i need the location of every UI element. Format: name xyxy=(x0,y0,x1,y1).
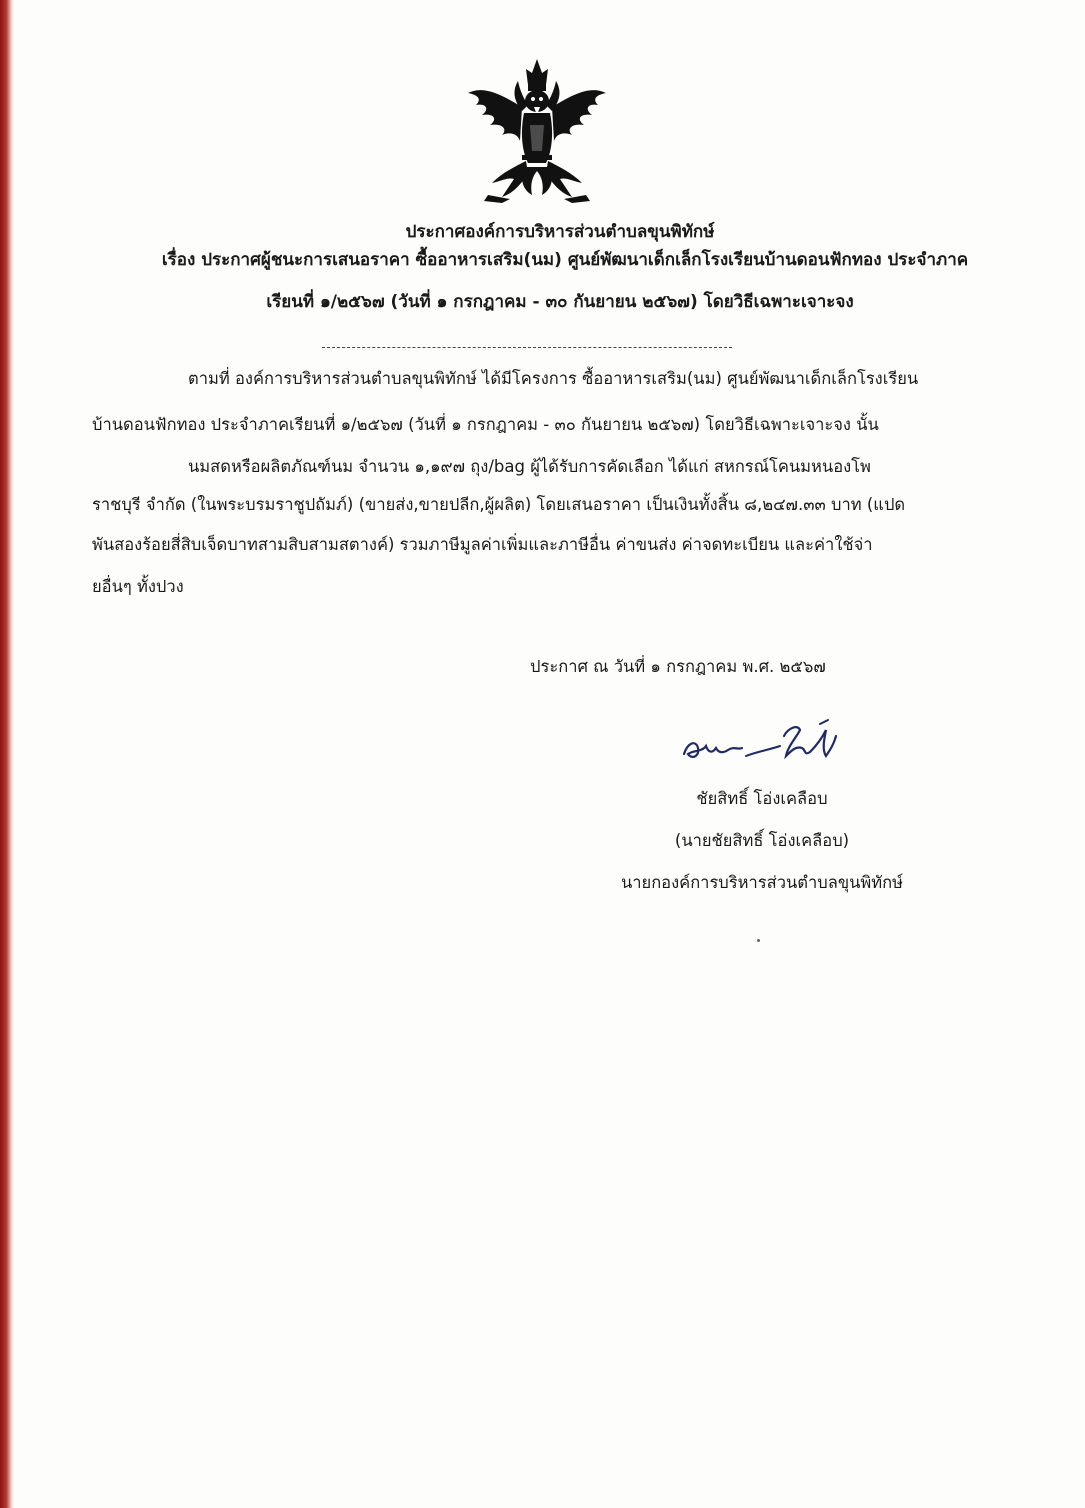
subject-line-1: เรื่อง ประกาศผู้ชนะการเสนอราคา ซื้ออาหารเสริม(นม) ศูนย์พัฒนาเด็กเล็กโรงเรียนบ้านดอนฟักทอง ประจำภาค xyxy=(161,250,969,270)
garuda-emblem-icon xyxy=(462,55,612,205)
body-line: ราชบุรี จำกัด (ในพระบรมราชูปถัมภ์) (ขายส่ง,ขายปลีก,ผู้ผลิต) โดยเสนอราคา เป็นเงินทั้งสิ้น ๘,๒๔๗.๓๓ บาท (แปด xyxy=(92,495,906,514)
signatory-full-name: (นายชัยสิทธิ์ โอ่งเคลือบ) xyxy=(674,831,850,850)
paper-speck xyxy=(757,939,760,942)
announcement-date: ประกาศ ณ วันที่ ๑ กรกฎาคม พ.ศ. ๒๕๖๗ xyxy=(530,657,826,676)
signatory-name: ชัยสิทธิ์ โอ่งเคลือบ xyxy=(696,789,828,808)
signatory-position: นายกองค์การบริหารส่วนตำบลขุนพิทักษ์ xyxy=(620,873,904,892)
handwritten-signature-icon xyxy=(676,716,846,771)
announcement-title: ประกาศองค์การบริหารส่วนตำบลขุนพิทักษ์ xyxy=(405,222,715,242)
body-line: ยอื่นๆ ทั้งปวง xyxy=(92,577,184,596)
title-divider xyxy=(322,347,732,348)
body-line: ตามที่ องค์การบริหารส่วนตำบลขุนพิทักษ์ ได้มีโครงการ ซื้ออาหารเสริม(นม) ศูนย์พัฒนาเด็กเล็กโรงเรียน xyxy=(188,369,919,388)
subject-line-2: เรียนที่ ๑/๒๕๖๗ (วันที่ ๑ กรกฎาคม - ๓๐ กันยายน ๒๕๖๗) โดยวิธีเฉพาะเจาะจง xyxy=(266,292,854,312)
body-line: พันสองร้อยสี่สิบเจ็ดบาทสามสิบสามสตางค์) รวมภาษีมูลค่าเพิ่มและภาษีอื่น ค่าขนส่ง ค่าจดทะเบียน และค่าใช้จ่า xyxy=(92,535,873,554)
body-line: บ้านดอนฟักทอง ประจำภาคเรียนที่ ๑/๒๕๖๗ (วันที่ ๑ กรกฎาคม - ๓๐ กันยายน ๒๕๖๗) โดยวิธีเฉพาะเจาะจง นั้น xyxy=(92,415,879,434)
body-line: นมสดหรือผลิตภัณฑ์นม จำนวน ๑,๑๙๗ ถุง/bag ผู้ได้รับการคัดเลือก ได้แก่ สหกรณ์โคนมหนองโพ xyxy=(188,457,871,476)
